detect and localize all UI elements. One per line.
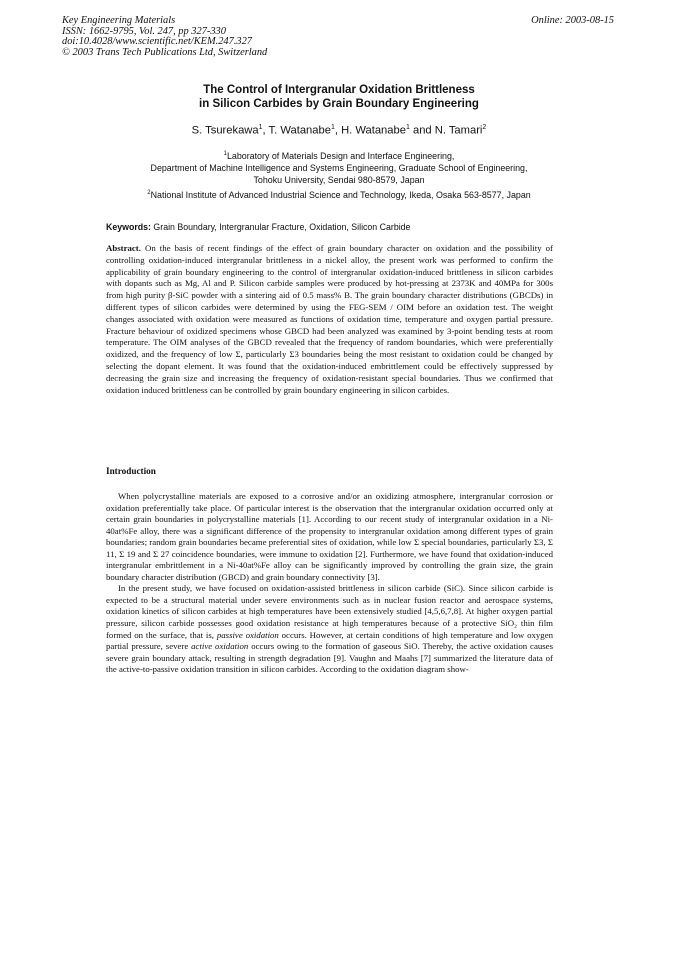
introduction-paragraph-2 xyxy=(106,583,553,675)
introduction-body xyxy=(106,491,553,676)
section-heading-introduction: Introduction xyxy=(106,466,156,476)
author-conjunction: and xyxy=(409,124,435,137)
journal-header xyxy=(62,16,622,58)
paper-title xyxy=(62,83,616,111)
author-1: S. Tsurekawa xyxy=(191,124,259,137)
author-2: T. Watanabe xyxy=(268,124,331,137)
passive-oxidation-term: passive oxidation xyxy=(216,629,279,640)
online-date: Online: 2003-08-15 xyxy=(531,15,614,26)
title-line-1: The Control of Intergranular Oxidation Brittleness xyxy=(203,84,475,96)
doi-line: doi:10.4028/www.scientific.net/KEM.247.327 xyxy=(62,36,252,48)
abstract xyxy=(106,243,553,396)
keywords xyxy=(106,222,596,232)
author-2-affil: 1 xyxy=(330,124,335,131)
author-3: H. Watanabe xyxy=(341,124,406,137)
affiliation-1-line-3: Tohoku University, Sendai 980-8579, Japan xyxy=(253,174,425,185)
affiliation-1-mark: 1 xyxy=(223,151,227,157)
copyright-line: © 2003 Trans Tech Publications Ltd, Switzerland xyxy=(62,46,268,58)
author-separator: , xyxy=(334,124,342,137)
issn-line: ISSN: 1662-9795, Vol. 247, pp 327-330 xyxy=(62,25,226,37)
paragraph-2-part-a: In the present study, we have focused on oxidation-assisted brittleness in silicon carbide (SiC). Since silicon carbide is expected to be a structural material under severe environments such as in nuclear fusion reactor and aerospace systems, oxidation kinetics of silicon carbides at high temperatures have been extensively studied [4,5,6,7,8]. At higher oxygen partial pressure, silicon carbide possesses good oxidation resistance at high temperatures because of a protective SiO₂ thin film formed on the surface, that is, xyxy=(106,583,553,640)
author-4-affil: 2 xyxy=(482,124,487,131)
active-oxidation-term: active oxidation xyxy=(191,641,249,652)
keywords-text: Grain Boundary, Intergranular Fracture, Oxidation, Silicon Carbide xyxy=(150,222,411,232)
paragraph-2-part-c: occurs owing to the formation of gaseous SiO. Thereby, the active oxidation causes severe grain boundary attack, resulting in strength degradation [9]. Vaughn and Maahs [7] summarized the literature data of the active-to-passive oxidation transition in silicon carbides. According to the oxidation diagram show- xyxy=(106,641,553,675)
journal-name: Key Engineering Materials xyxy=(62,15,176,26)
author-4: N. Tamari xyxy=(434,124,483,137)
title-line-2: in Silicon Carbides by Grain Boundary Engineering xyxy=(199,98,479,110)
author-separator: , xyxy=(262,124,269,137)
affiliation-1 xyxy=(62,148,616,186)
abstract-label: Abstract. xyxy=(106,243,141,253)
abstract-text: On the basis of recent findings of the effect of grain boundary character on oxidation and the possibility of controlling oxidation-induced intergranular brittleness in a nickel alloy, the present work was performed to confirm the applicability of grain boundary engineering to the control of intergranular oxidation-induced brittleness in silicon carbides with dopants such as Mg, Al and P. Silicon carbide samples were produced by hot-pressing at 2373K and 40MPa for 300s from high purity β-SiC powder with a sintering aid of 0.5 mass% B. The grain boundary character distributions (GBCDs) in different types of silicon carbides were determined by using the FEG-SEM / OIM before an oxidation test. The weight changes associated with oxidation were measured as functions of oxidation time, temperature and oxygen partial pressure. Fracture behaviour of oxidized specimens whose GBCD had been analyzed was examined by 3-point bending tests at room temperature. The OIM analyses of the GBCD revealed that the frequency of random boundaries, which were preferentially oxidized, and the frequency of low Σ, particularly Σ3 boundaries being the most resistant to oxidation could be changed by selecting the dopant element. It was found that the oxidation-induced embrittlement could be effectively suppressed by decreasing the grain size and increasing the frequency of oxidation-resistant special boundaries. Thus we confirmed that oxidation induced brittleness can be controlled by grain boundary engineering in silicon carbides. xyxy=(106,243,553,395)
affiliation-2 xyxy=(62,187,616,201)
affiliation-1-line-2: Department of Machine Intelligence and Systems Engineering, Graduate School of Engineering, xyxy=(150,162,528,173)
keywords-label: Keywords: xyxy=(106,222,151,232)
author-1-affil: 1 xyxy=(258,124,263,131)
affiliation-2-text: National Institute of Advanced Industrial Science and Technology, Ikeda, Osaka 563-8577, Japan xyxy=(150,189,531,200)
author-list xyxy=(62,124,616,137)
affiliation-1-line-1: Laboratory of Materials Design and Interface Engineering, xyxy=(226,150,455,161)
affiliation-2-mark: 2 xyxy=(147,190,151,196)
author-3-affil: 1 xyxy=(405,124,410,131)
introduction-paragraph-1: When polycrystalline materials are exposed to a corrosive and/or an oxidizing atmosphere, intergranular corrosion or oxidation preferentially take place. Of particular interest is the observation that the intergranular oxidation occurred only at certain grain boundaries in polycrystalline materials [1]. According to our recent study of intergranular oxidation in a Ni-40at%Fe alloy, there was a significant difference of the propensity to intergranular oxidation among different types of grain boundaries; random grain boundaries became preferential sites of oxidation, while low Σ special boundaries, particularly Σ3, Σ 11, Σ 19 and Σ 27 coincidence boundaries, were immune to oxidation [2]. Furthermore, we have found that oxidation-induced intergranular embrittlement in a Ni-40at%Fe alloy can be significantly improved by controlling the grain size, the grain boundary character distribution (GBCD) and grain boundary connectivity [3]. xyxy=(106,491,553,582)
paragraph-2-part-b: occurs. However, at certain conditions of high temperature and low oxygen partial pressure, severe xyxy=(106,629,553,652)
